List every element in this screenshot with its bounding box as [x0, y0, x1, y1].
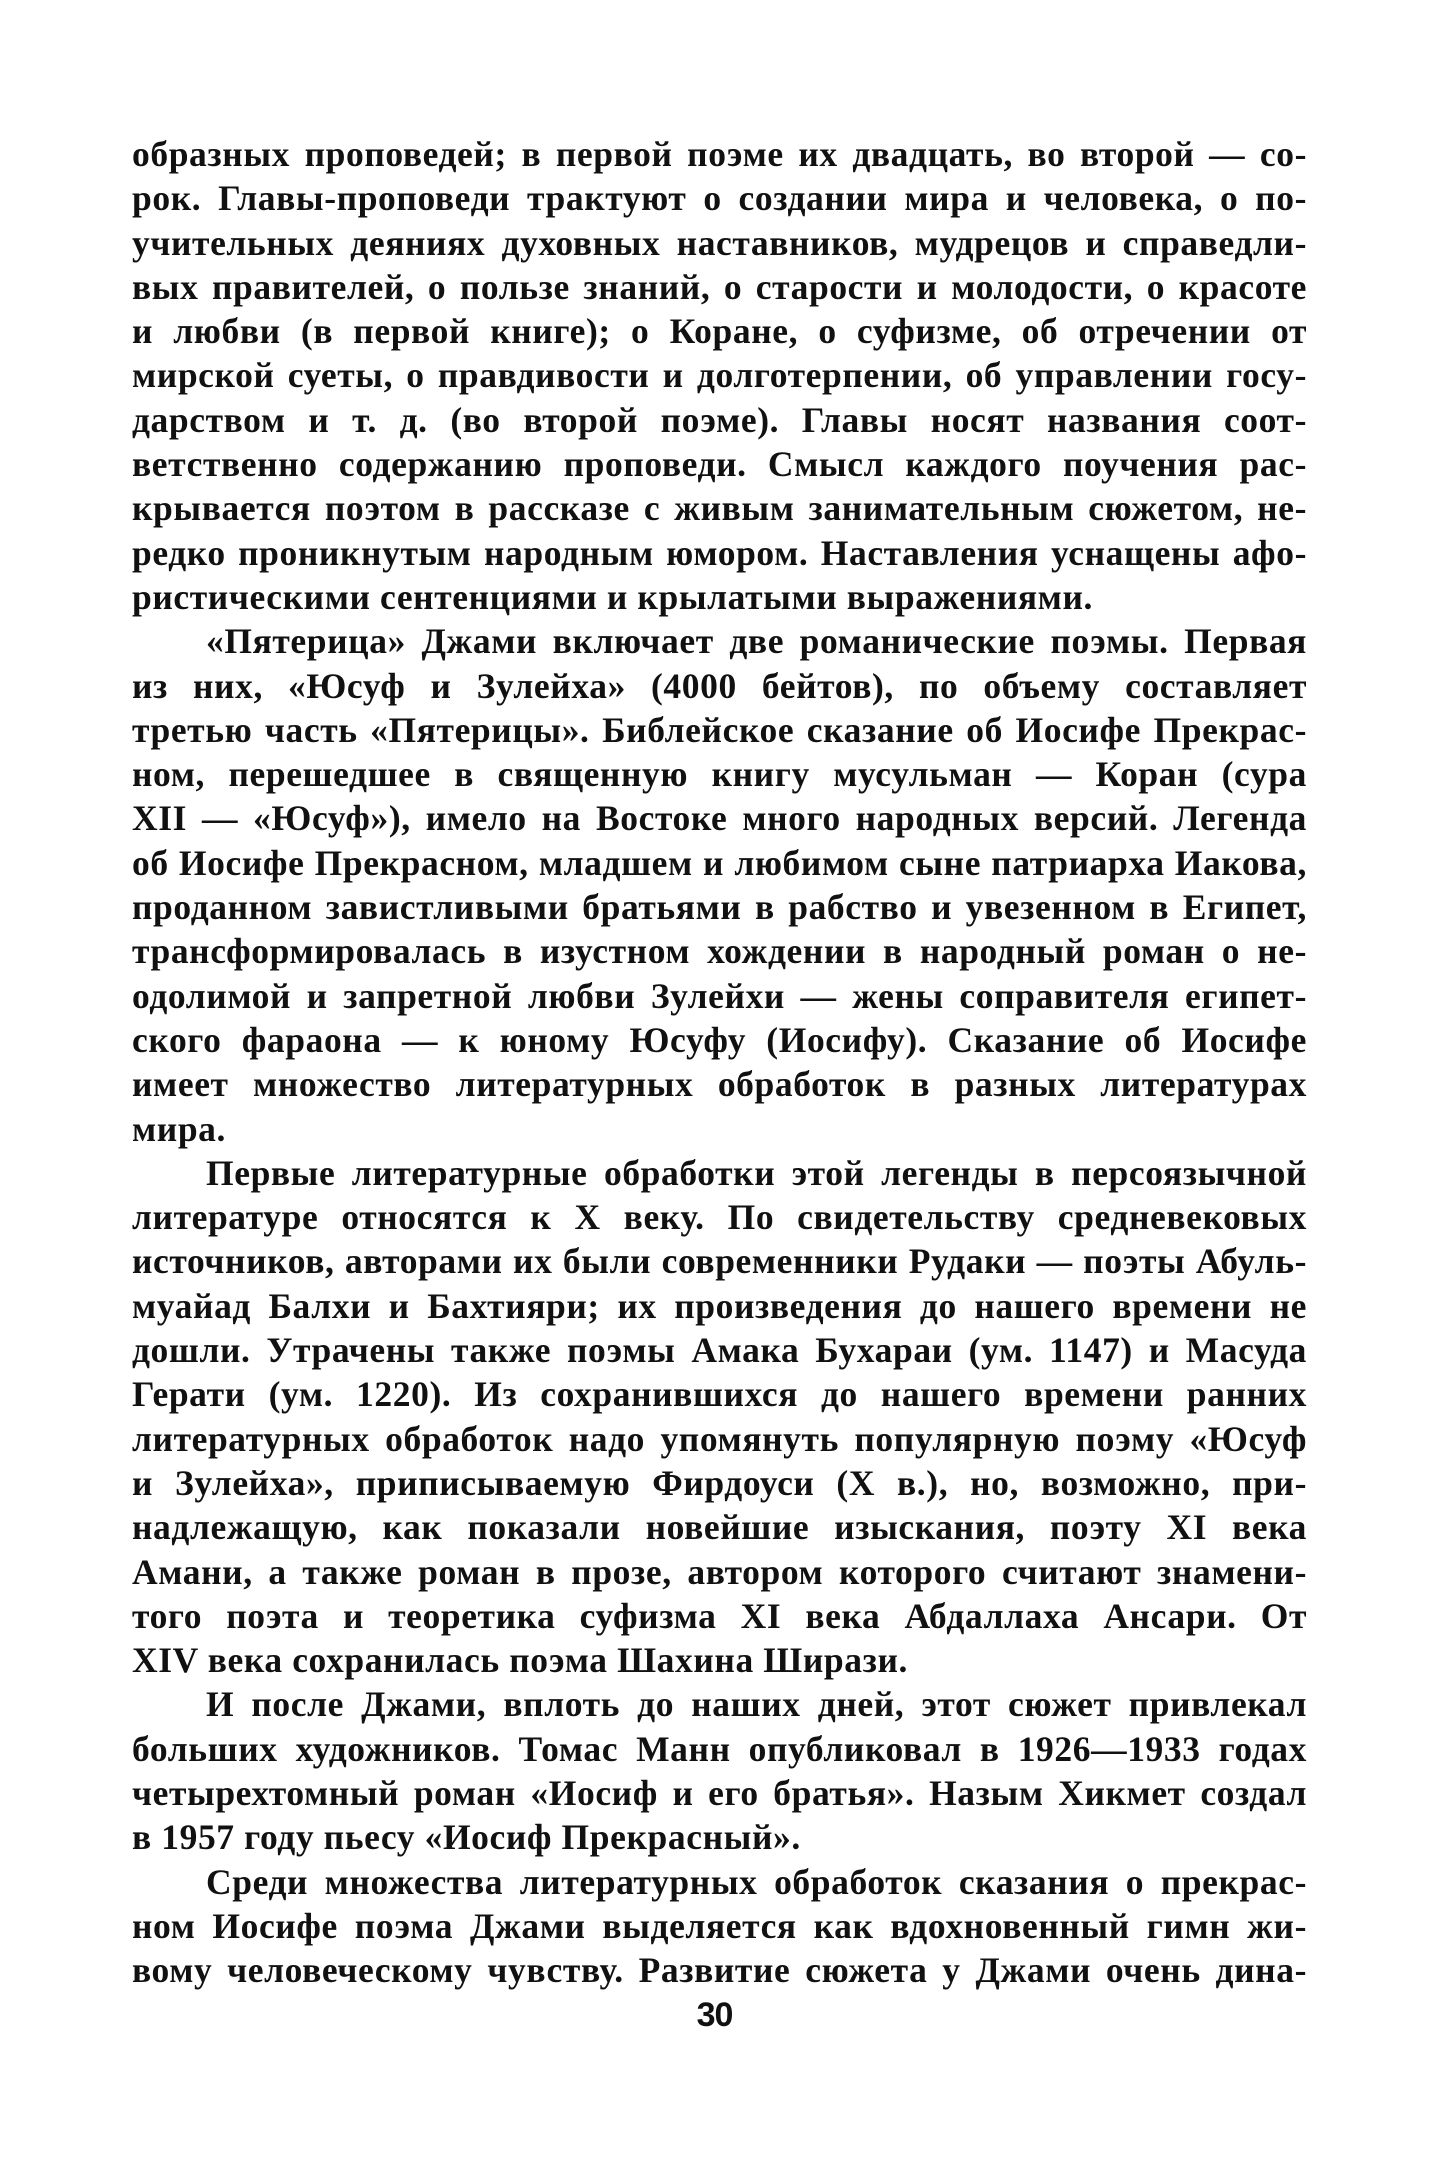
- text-line: литературе относятся к X веку. По свидетельству средневековых: [132, 1197, 1307, 1238]
- text-line: литературных обработок надо упомянуть популярную поэму «Юсуф: [132, 1418, 1307, 1459]
- text-line: ристическими сентенциями и крылатыми выражениями.: [132, 576, 1093, 617]
- text-line: Первые литературные обработки этой легенды в персоязычной: [206, 1152, 1307, 1193]
- text-line: рок. Главы-проповеди трактуют о создании мира и человека, о по-: [132, 178, 1307, 219]
- text-line: ном Иосифе поэма Джами выделяется как вдохновенный гимн жи-: [132, 1905, 1307, 1946]
- text-line: имеет множество литературных обработок в разных литературах: [132, 1064, 1307, 1105]
- text-line: дарством и т. д. (во второй поэме). Главы носят названия соот-: [132, 399, 1307, 440]
- text-line: «Пятерица» Джами включает две романические поэмы. Первая: [206, 621, 1307, 662]
- text-line: ветственно содержанию проповеди. Смысл каждого поучения рас-: [132, 444, 1307, 485]
- text-line: третью часть «Пятерицы». Библейское сказание об Иосифе Прекрас-: [132, 709, 1307, 750]
- text-line: проданном завистливыми братьями в рабство и увезенном в Египет,: [132, 887, 1307, 928]
- text-line: Среди множества литературных обработок сказания о прекрас-: [206, 1861, 1307, 1902]
- text-line: из них, «Юсуф и Зулейха» (4000 бейтов), по объему составляет: [132, 665, 1307, 706]
- text-line: мира.: [132, 1108, 227, 1149]
- text-line: в 1957 году пьесу «Иосиф Прекрасный».: [132, 1817, 801, 1858]
- text-line: XIV века сохранилась поэма Шахина Ширази.: [132, 1640, 909, 1681]
- page-number: 30: [696, 1996, 733, 2034]
- text-line: ном, перешедшее в священную книгу мусульман — Коран (сура: [132, 754, 1307, 795]
- text-line: больших художников. Томас Манн опубликовал в 1926—1933 годах: [132, 1728, 1307, 1769]
- text-line: и Зулейха», приписываемую Фирдоуси (X в.), но, возможно, при-: [132, 1462, 1307, 1503]
- text-line: того поэта и теоретика суфизма XI века Абдаллаха Ансари. От: [132, 1595, 1307, 1636]
- text-line: дошли. Утрачены также поэмы Амака Бухараи (ум. 1147) и Масуда: [132, 1330, 1307, 1371]
- text-line: мирской суеты, о правдивости и долготерпении, об управлении госу-: [132, 355, 1307, 396]
- text-line: ского фараона — к юному Юсуфу (Иосифу). Сказание об Иосифе: [132, 1019, 1307, 1060]
- text-line: надлежащую, как показали новейшие изыскания, поэту XI века: [132, 1507, 1307, 1548]
- text-line: одолимой и запретной любви Зулейхи — жены соправителя египет-: [132, 975, 1307, 1016]
- text-line: Герати (ум. 1220). Из сохранившихся до нашего времени ранних: [132, 1374, 1307, 1415]
- page-text: [132, 132, 1307, 1992]
- text-line: образных проповедей; в первой поэме их двадцать, во второй — со-: [132, 134, 1307, 174]
- text-line: XII — «Юсуф»), имело на Востоке много народных версий. Легенда: [132, 798, 1307, 839]
- text-line: вому человеческому чувству. Развитие сюжета у Джами очень дина-: [132, 1950, 1307, 1991]
- text-line: учительных деяниях духовных наставников, мудрецов и справедли-: [132, 222, 1307, 263]
- text-line: редко проникнутым народным юмором. Наставления уснащены афо-: [132, 532, 1307, 573]
- text-line: и любви (в первой книге); о Коране, о суфизме, об отречении от: [132, 311, 1307, 352]
- text-line: вых правителей, о пользе знаний, о старости и молодости, о красоте: [132, 266, 1307, 307]
- text-line: об Иосифе Прекрасном, младшем и любимом сыне патриарха Иакова,: [132, 842, 1307, 883]
- text-line: трансформировалась в изустном хождении в народный роман о не-: [132, 931, 1307, 972]
- text-line: муайад Балхи и Бахтияри; их произведения до нашего времени не: [132, 1285, 1307, 1326]
- text-line: крывается поэтом в рассказе с живым занимательным сюжетом, не-: [132, 488, 1307, 529]
- text-line: Амани, а также роман в прозе, автором которого считают знамени-: [132, 1551, 1307, 1592]
- text-line: четырехтомный роман «Иосиф и его братья». Назым Хикмет создал: [132, 1772, 1307, 1813]
- text-line: И после Джами, вплоть до наших дней, этот сюжет привлекал: [206, 1684, 1307, 1725]
- text-line: источников, авторами их были современники Рудаки — поэты Абуль-: [132, 1241, 1307, 1282]
